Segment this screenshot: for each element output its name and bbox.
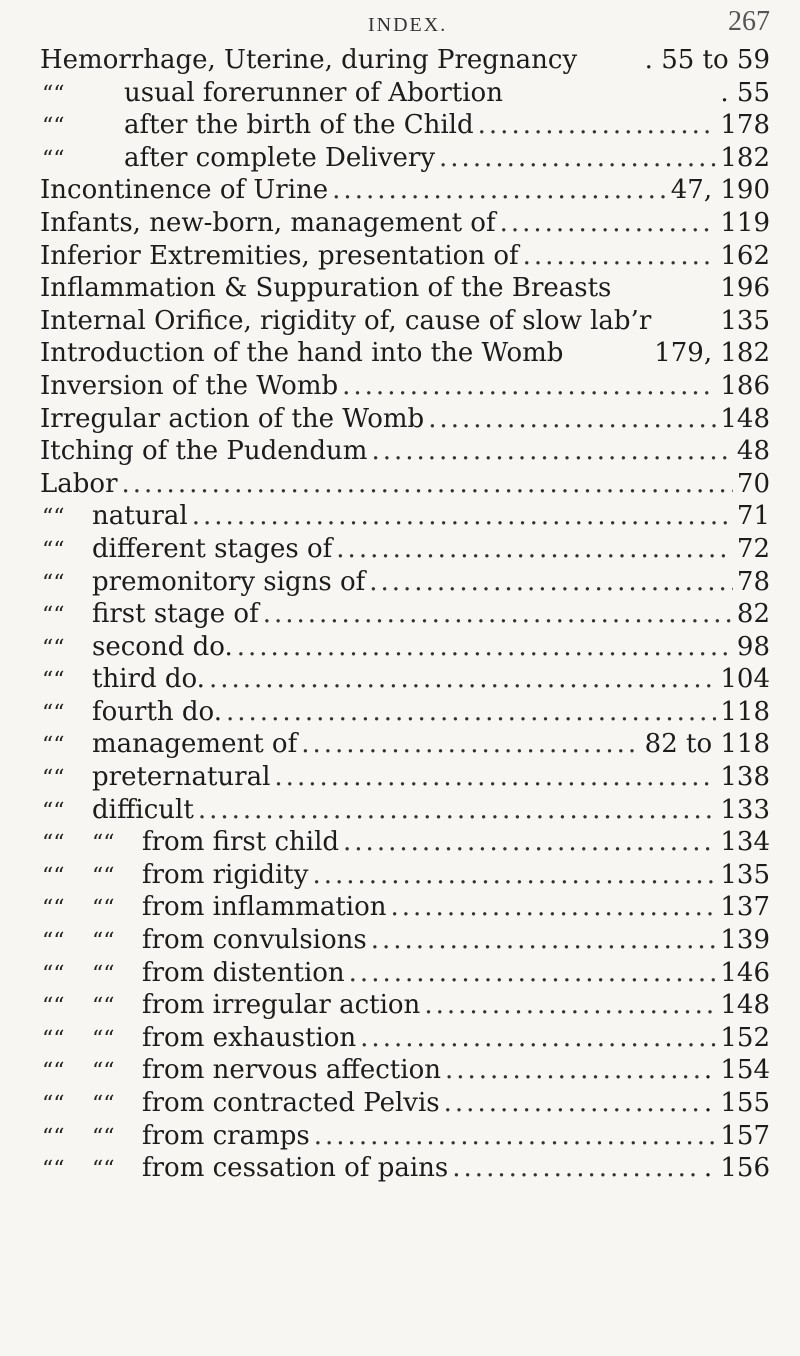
dot-leader xyxy=(312,859,716,892)
entry-label: from cramps xyxy=(142,1120,310,1151)
entry-label: from cessation of pains xyxy=(142,1153,449,1184)
ditto-mark: ““ xyxy=(92,863,115,889)
dot-leader xyxy=(349,957,717,990)
index-entries xyxy=(0,44,800,1185)
ditto-mark: ““ xyxy=(42,570,65,596)
ditto-mark: ““ xyxy=(42,929,65,955)
dot-leader xyxy=(314,1120,717,1153)
entry-pages: 186 xyxy=(720,370,770,401)
index-entry xyxy=(0,337,800,370)
ditto-mark: ““ xyxy=(42,146,65,172)
ditto-mark: ““ xyxy=(92,1026,115,1052)
dot-leader xyxy=(428,403,716,436)
index-entry xyxy=(0,826,800,859)
index-entry xyxy=(0,1087,800,1120)
ditto-mark: ““ xyxy=(92,896,115,922)
entry-pages: . 154 xyxy=(703,1055,770,1086)
dot-leader xyxy=(343,826,716,859)
ditto-mark: ““ xyxy=(42,505,65,531)
entry-label: premonitory signs of xyxy=(92,566,366,597)
entry-pages: 82 xyxy=(736,599,770,630)
entry-pages: 179, 182 xyxy=(654,338,770,369)
entry-pages: 70 xyxy=(736,468,770,499)
entry-label: from inflammation xyxy=(142,892,387,923)
dot-leader xyxy=(237,631,733,664)
entry-label: different stages of xyxy=(92,533,333,564)
entry-pages: 78 xyxy=(736,566,770,597)
index-entry xyxy=(0,468,800,501)
entry-pages: 182 xyxy=(720,142,770,173)
entry-pages: 118 xyxy=(720,696,770,727)
index-entry xyxy=(0,631,800,664)
entry-pages: . 155 xyxy=(703,1088,770,1118)
entry-label: Inflammation & Suppuration of the Breasts xyxy=(40,273,612,304)
ditto-mark: ““ xyxy=(42,1157,65,1183)
entry-label: usual forerunner of Abortion xyxy=(124,77,503,108)
entry-label: preternatural xyxy=(92,762,271,793)
entry-label: after the birth of the Child xyxy=(124,110,474,141)
index-entry xyxy=(0,109,800,142)
index-entry xyxy=(0,142,800,175)
ditto-mark: ““ xyxy=(42,537,65,563)
dot-leader xyxy=(198,794,717,827)
ditto-mark: ““ xyxy=(92,1124,115,1150)
entry-pages: 119 xyxy=(720,207,770,238)
entry-pages: 148 xyxy=(720,990,770,1021)
entry-pages: 104 xyxy=(720,664,770,695)
entry-label: management of xyxy=(92,729,298,760)
ditto-mark: ““ xyxy=(42,635,65,661)
entry-label: Inferior Extremities, presentation of xyxy=(40,240,519,271)
entry-label: Internal Orifice, rigidity of, cause of slow lab’r xyxy=(40,305,652,336)
entry-pages: 98 xyxy=(736,631,770,662)
index-entry xyxy=(0,403,800,436)
ditto-mark: ““ xyxy=(92,1059,115,1085)
ditto-mark: ““ xyxy=(42,766,65,792)
dot-leader xyxy=(424,989,716,1022)
entry-pages: . 55 xyxy=(720,77,770,108)
dot-leader xyxy=(371,435,732,468)
index-entry xyxy=(0,761,800,794)
index-entry xyxy=(0,500,800,533)
entry-label: from first child xyxy=(142,827,340,858)
entry-label: third do. xyxy=(92,664,205,695)
dot-leader xyxy=(452,1152,700,1185)
dot-leader xyxy=(445,1054,700,1087)
entry-label: after complete Delivery xyxy=(124,142,436,173)
entry-pages: 139 xyxy=(720,925,770,956)
dot-leader xyxy=(369,566,733,599)
dot-leader xyxy=(301,728,640,761)
dot-leader xyxy=(478,109,717,142)
dot-leader xyxy=(523,240,717,273)
ditto-mark: ““ xyxy=(92,961,115,987)
index-entry xyxy=(0,44,800,77)
ditto-mark: ““ xyxy=(92,994,115,1020)
index-entry xyxy=(0,435,800,468)
entry-label: natural xyxy=(92,501,188,532)
entry-label: Inversion of the Womb xyxy=(40,370,339,401)
entry-label: Itching of the Pudendum xyxy=(40,436,368,467)
page-number: 267 xyxy=(728,6,770,37)
dot-leader xyxy=(500,207,717,240)
ditto-mark: ““ xyxy=(42,863,65,889)
entry-pages: 133 xyxy=(720,794,770,825)
ditto-mark: ““ xyxy=(42,1059,65,1085)
dot-leader xyxy=(192,500,733,533)
ditto-mark: ““ xyxy=(42,1026,65,1052)
ditto-mark: ““ xyxy=(42,1124,65,1150)
entry-pages: 152 xyxy=(720,1022,770,1053)
index-entry xyxy=(0,1054,800,1087)
entry-label: from contracted Pelvis xyxy=(142,1088,440,1118)
entry-pages: 134 xyxy=(720,827,770,858)
index-entry xyxy=(0,272,800,305)
entry-pages: 196 xyxy=(720,273,770,304)
entry-label: Introduction of the hand into the Womb xyxy=(40,338,564,369)
entry-label: from nervous affection xyxy=(142,1055,441,1086)
page-header xyxy=(0,6,800,40)
ditto-mark: ““ xyxy=(42,1092,65,1117)
entry-pages: 138 xyxy=(720,762,770,793)
index-entry xyxy=(0,566,800,599)
index-entry xyxy=(0,924,800,957)
ditto-mark: ““ xyxy=(92,831,115,857)
index-entry xyxy=(0,77,800,110)
entry-pages: 82 to 118 xyxy=(644,729,770,760)
entry-pages: 135 xyxy=(720,859,770,890)
entry-label: second do. xyxy=(92,631,233,662)
ditto-mark: ““ xyxy=(92,1092,115,1117)
dot-leader xyxy=(263,598,733,631)
dot-leader xyxy=(332,174,667,207)
entry-label: from irregular action xyxy=(142,990,421,1021)
dot-leader xyxy=(336,533,733,566)
ditto-mark: ““ xyxy=(42,114,65,140)
dot-leader xyxy=(209,663,716,696)
entry-pages: 178 xyxy=(720,110,770,141)
entry-label: Incontinence of Urine xyxy=(40,175,329,206)
entry-pages: 146 xyxy=(720,957,770,988)
ditto-mark: ““ xyxy=(92,929,115,955)
ditto-mark: ““ xyxy=(42,831,65,857)
entry-label: Infants, new-born, management of xyxy=(40,207,496,238)
entry-label: from distention xyxy=(142,957,345,988)
ditto-mark: ““ xyxy=(42,961,65,987)
index-entry xyxy=(0,794,800,827)
index-entry xyxy=(0,1152,800,1185)
dot-leader xyxy=(122,468,733,501)
ditto-mark: ““ xyxy=(42,81,65,107)
index-entry xyxy=(0,207,800,240)
dot-leader xyxy=(342,370,716,403)
ditto-mark: ““ xyxy=(42,733,65,759)
index-entry xyxy=(0,598,800,631)
index-entry xyxy=(0,696,800,729)
dot-leader xyxy=(391,891,717,924)
index-entry xyxy=(0,891,800,924)
dot-leader xyxy=(439,142,716,175)
dot-leader xyxy=(360,1022,716,1055)
entry-label: fourth do. xyxy=(92,696,223,727)
running-head: INDEX. xyxy=(368,14,448,36)
ditto-mark: ““ xyxy=(42,603,65,629)
dot-leader xyxy=(444,1087,700,1120)
entry-label: from convulsions xyxy=(142,925,367,956)
dot-leader xyxy=(371,924,717,957)
ditto-mark: ““ xyxy=(42,896,65,922)
index-entry xyxy=(0,305,800,338)
entry-pages: 47, 190 xyxy=(670,175,770,206)
entry-pages: 71 xyxy=(736,501,770,532)
entry-pages: 48 xyxy=(736,436,770,467)
ditto-mark: ““ xyxy=(42,700,65,726)
index-entry xyxy=(0,240,800,273)
index-entry xyxy=(0,1120,800,1153)
index-entry xyxy=(0,663,800,696)
index-entry xyxy=(0,370,800,403)
ditto-mark: ““ xyxy=(42,668,65,694)
index-entry xyxy=(0,957,800,990)
entry-label: Irregular action of the Womb xyxy=(40,403,425,434)
entry-pages: 162 xyxy=(720,240,770,271)
entry-label: from exhaustion xyxy=(142,1022,357,1053)
index-entry xyxy=(0,174,800,207)
index-entry xyxy=(0,859,800,892)
index-entry xyxy=(0,989,800,1022)
entry-label: Labor xyxy=(40,468,118,499)
entry-pages: . 156 xyxy=(703,1153,770,1184)
index-entry xyxy=(0,728,800,761)
ditto-mark: ““ xyxy=(92,1157,115,1183)
dot-leader xyxy=(274,761,716,794)
entry-pages: . 55 to 59 xyxy=(644,45,770,75)
entry-pages: 72 xyxy=(736,533,770,564)
entry-pages: 148 xyxy=(720,403,770,434)
dot-leader xyxy=(226,696,716,729)
index-entry xyxy=(0,1022,800,1055)
entry-label: first stage of xyxy=(92,599,259,630)
entry-pages: 157 xyxy=(720,1120,770,1151)
entry-label: Hemorrhage, Uterine, during Pregnancy xyxy=(40,45,578,75)
entry-pages: 135 xyxy=(720,305,770,336)
index-entry xyxy=(0,533,800,566)
entry-pages: 137 xyxy=(720,892,770,923)
ditto-mark: ““ xyxy=(42,798,65,824)
entry-label: difficult xyxy=(92,794,194,825)
entry-label: from rigidity xyxy=(142,859,309,890)
ditto-mark: ““ xyxy=(42,994,65,1020)
